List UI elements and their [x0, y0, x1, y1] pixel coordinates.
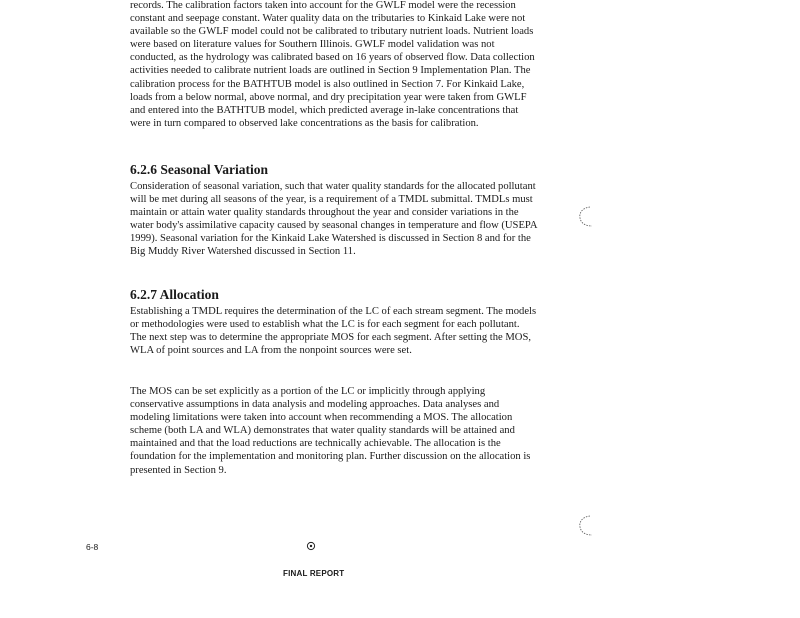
allocation-paragraph-2: The MOS can be set explicitly as a portion of the LC or implicitly through applying conservative assumptions in data analysis and modeling approaches. Data analyses and modeling limitations were taken into account when recommending a MOS. The allocation scheme (both LA and WLA) demonstrates that water quality standards will be attained and maintained and that the load reductions are technically achievable. The allocation is the foundation for the implementation and monitoring plan. Further discussion on the allocation is presented in Section 9. [130, 386, 531, 476]
intro-paragraph-block [130, 0, 538, 130]
seasonal-variation-paragraph: Consideration of seasonal variation, such that water quality standards for the allocated pollutant will be met during all seasons of the year, is a requirement of a TMDL submittal. TMDLs must maintain or attain water quality standards throughout the year and consider variations in the water body's assimilative capacity caused by seasonal changes in temperature and flow (USEPA 1999). Seasonal variation for the Kinkaid Lake Watershed is discussed in Section 8 and for the Big Muddy River Watershed discussed in Section 11. [130, 181, 537, 258]
punch-hole-mark [576, 205, 594, 229]
intro-paragraph: records. The calibration factors taken into account for the GWLF model were the recession constant and seepage constant. Water quality data on the tributaries to Kinkaid Lake were not available so the GWLF model could not be calibrated to tributary nutrient loads. Nutrient loads were based on literature values for Southern Illinois. GWLF model validation was not conducted, as the hydrology was calibrated based on 16 years of observed flow. Data collection activities needed to calibrate nutrient loads are outlined in Section 9 Implementation Plan. The calibration process for the BATHTUB model is also outlined in Section 7. For Kinkaid Lake, loads from a below normal, above normal, and dry precipitation year were taken from GWLF and entered into the BATHTUB model, which predicted average in-lake concentrations that were in turn compared to observed lake concentrations as the basis for calibration. [130, 0, 535, 129]
recycle-icon [306, 541, 316, 551]
punch-hole-mark [576, 514, 594, 538]
section-heading-allocation: 6.2.7 Allocation [130, 287, 219, 302]
allocation-block-1 [130, 305, 538, 357]
section-heading-seasonal-variation: 6.2.6 Seasonal Variation [130, 162, 269, 177]
allocation-paragraph-1: Establishing a TMDL requires the determination of the LC of each stream segment. The models or methodologies were used to establish what the LC is for each segment for each pollutant. The next step was to determine the appropriate MOS for each segment. After setting the MOS, WLA of point sources and LA from the nonpoint sources were set. [130, 306, 537, 357]
allocation-block-2 [130, 385, 538, 477]
footer-label: FINAL REPORT [283, 569, 345, 578]
page-number: 6-8 [86, 542, 99, 552]
seasonal-variation-block [130, 180, 538, 259]
